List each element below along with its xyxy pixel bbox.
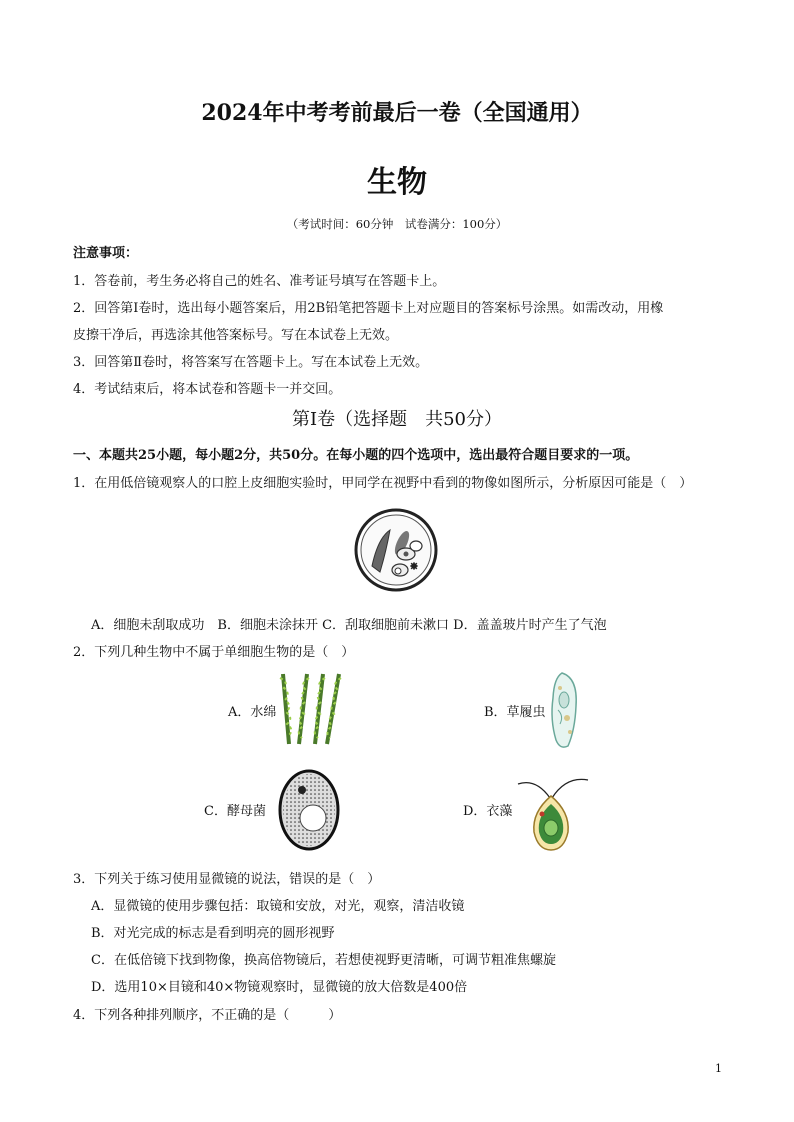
section-instruction: 一、本题共25小题，每小题2分，共50分。在每小题的四个选项中，选出最符合题目要求的一项。: [73, 448, 639, 463]
note-item: 皮擦干净后，再选涂其他答案标号。写在本试卷上无效。: [73, 328, 399, 343]
question-3-option-a: A．显微镜的使用步骤包括：取镜和安放，对光，观察，清洁收镜: [91, 899, 465, 914]
note-item: 2．回答第Ⅰ卷时，选出每小题答案后，用2B铅笔把答题卡上对应题目的答案标号涂黑。如需改动，用橡: [73, 301, 664, 316]
option-a-label: A．水绵: [228, 705, 277, 720]
note-item: 3．回答第Ⅱ卷时，将答案写在答题卡上。写在本试卷上无效。: [73, 355, 429, 370]
question-3-option-b: B．对光完成的标志是看到明亮的圆形视野: [91, 926, 335, 941]
note-item: 4．考试结束后，将本试卷和答题卡一并交回。: [73, 382, 342, 397]
exam-title: 2024年中考考前最后一卷（全国通用）: [201, 100, 593, 126]
option-b-label: B．草履虫: [484, 705, 546, 720]
question-2-stem: 2．下列几种生物中不属于单细胞生物的是（ ）: [73, 645, 355, 660]
option-d-label: D．衣藻: [463, 804, 513, 819]
paramecium-figure: [548, 670, 582, 754]
note-item: 1．答卷前，考生务必将自己的姓名、准考证号填写在答题卡上。: [73, 274, 446, 289]
yeast-figure: [277, 768, 341, 856]
notes-heading: 注意事项：: [73, 246, 139, 261]
time-info: （考试时间：60分钟 试卷满分：100分）: [286, 217, 508, 231]
spirogyra-figure: [277, 672, 345, 750]
question-4-stem: 4．下列各种排列顺序，不正确的是（ ）: [73, 1008, 342, 1023]
chlamydomonas-figure: [514, 770, 592, 858]
question-1-options: A．细胞未刮取成功 B．细胞未涂抹开 C．刮取细胞前未漱口 D．盖盖玻片时产生了气泡: [91, 618, 607, 633]
question-3-stem: 3．下列关于练习使用显微镜的说法，错误的是（ ）: [73, 872, 381, 887]
page-number: 1: [715, 1062, 722, 1075]
question-3-option-c: C．在低倍镜下找到物像，换高倍物镜后，若想使视野更清晰，可调节粗准焦螺旋: [91, 953, 556, 968]
question-1-stem: 1．在用低倍镜观察人的口腔上皮细胞实验时，甲同学在视野中看到的物像如图所示，分析原因可能是（ ）: [73, 476, 693, 491]
subject-title: 生物: [367, 165, 427, 200]
question-3-option-d: D．选用10×目镜和40×物镜观察时，显微镜的放大倍数是400倍: [91, 980, 468, 995]
microscope-field-figure: [350, 508, 442, 596]
part1-title: 第Ⅰ卷（选择题 共50分）: [291, 409, 502, 430]
option-c-label: C．酵母菌: [204, 804, 266, 819]
